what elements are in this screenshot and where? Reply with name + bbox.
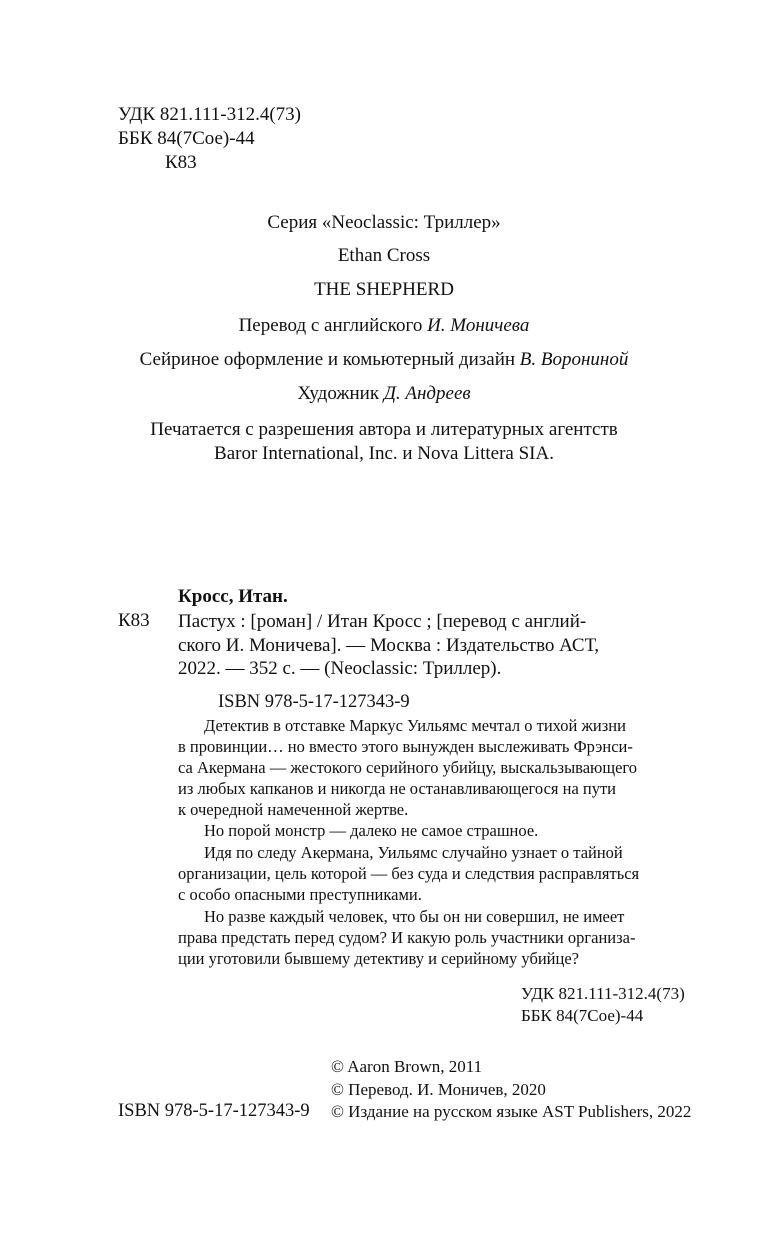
artist-prefix: Художник xyxy=(297,383,380,404)
udk-code-bottom: УДК 821.111-312.4(73) xyxy=(521,984,685,1003)
abstract-p4-l1: Но разве каждый человек, что бы он ни совершил, не имеет xyxy=(204,907,625,926)
copyright-isbn: ISBN 978-5-17-127343-9 xyxy=(118,1101,310,1121)
copyright-author: © Aaron Brown, 2011 xyxy=(331,1057,483,1076)
translation-line xyxy=(0,315,768,337)
bbk-code: ББК 84(7Сое)-44 xyxy=(118,128,255,149)
series-line: Серия «Neoclassic: Триллер» xyxy=(267,212,501,233)
translation-prefix: Перевод с английского xyxy=(238,315,423,336)
abstract-p4-l2: права предстать перед судом? И какую роль участники организа- xyxy=(178,928,636,947)
abstract-p1-l1: Детектив в отставке Маркус Уильямс мечтал о тихой жизни xyxy=(204,716,626,735)
artist-line xyxy=(0,383,768,405)
catalog-line-1: Пастух : [роман] / Итан Кросс ; [перевод с англий- xyxy=(178,611,587,632)
original-title: THE SHEPHERD xyxy=(314,279,454,300)
catalog-line-2: ского И. Моничева]. — Москва : Издательство АСТ, xyxy=(178,635,600,656)
catalog-author-heading: Кросс, Итан. xyxy=(178,586,288,607)
abstract-p1-l3: са Акермана — жестокого серийного убийцу, выскальзывающего xyxy=(178,758,638,777)
design-prefix: Сейриное оформление и комьютерный дизайн xyxy=(139,349,516,370)
abstract-p1-l5: к очередной намеченной жертве. xyxy=(178,800,409,819)
catalog-mark: К83 xyxy=(118,610,150,631)
design-line xyxy=(0,349,768,371)
author-mark: К83 xyxy=(165,152,197,173)
catalog-line-3: 2022. — 352 с. — (Neoclassic: Триллер). xyxy=(178,658,502,679)
abstract-p4-l3: ции уготовили бывшему детективу и серийному убийце? xyxy=(178,949,579,968)
abstract-p1-l4: из любых капканов и никогда не останавливающегося на пути xyxy=(178,779,617,798)
permission-line-2: Baror International, Inc. и Nova Littera SIA. xyxy=(214,443,554,464)
original-author: Ethan Cross xyxy=(337,245,431,266)
designer-name: В. Ворониной xyxy=(519,349,629,370)
bbk-code-bottom: ББК 84(7Сое)-44 xyxy=(521,1006,644,1025)
abstract-p3-l2: организации, цель которой — без суда и следствия расправляться xyxy=(178,864,640,883)
artist-name: Д. Андреев xyxy=(383,383,471,404)
udk-code: УДК 821.111-312.4(73) xyxy=(118,104,301,125)
abstract-p1-l2: в провинции… но вместо этого вынужден выслеживать Фрэнси- xyxy=(178,737,633,756)
catalog-isbn: ISBN 978-5-17-127343-9 xyxy=(218,692,410,712)
abstract-p2: Но порой монстр — далеко не самое страшное. xyxy=(204,821,539,840)
copyright-edition: © Издание на русском языке AST Publishers, 2022 xyxy=(331,1102,692,1121)
abstract-p3-l1: Идя по следу Акермана, Уильямс случайно узнает о тайной xyxy=(204,843,623,862)
translator-name: И. Моничева xyxy=(427,315,530,336)
copyright-translation: © Перевод. И. Моничев, 2020 xyxy=(331,1080,546,1099)
abstract-p3-l3: с особо опасными преступниками. xyxy=(178,885,422,904)
permission-line-1: Печатается с разрешения автора и литературных агентств xyxy=(150,419,618,440)
